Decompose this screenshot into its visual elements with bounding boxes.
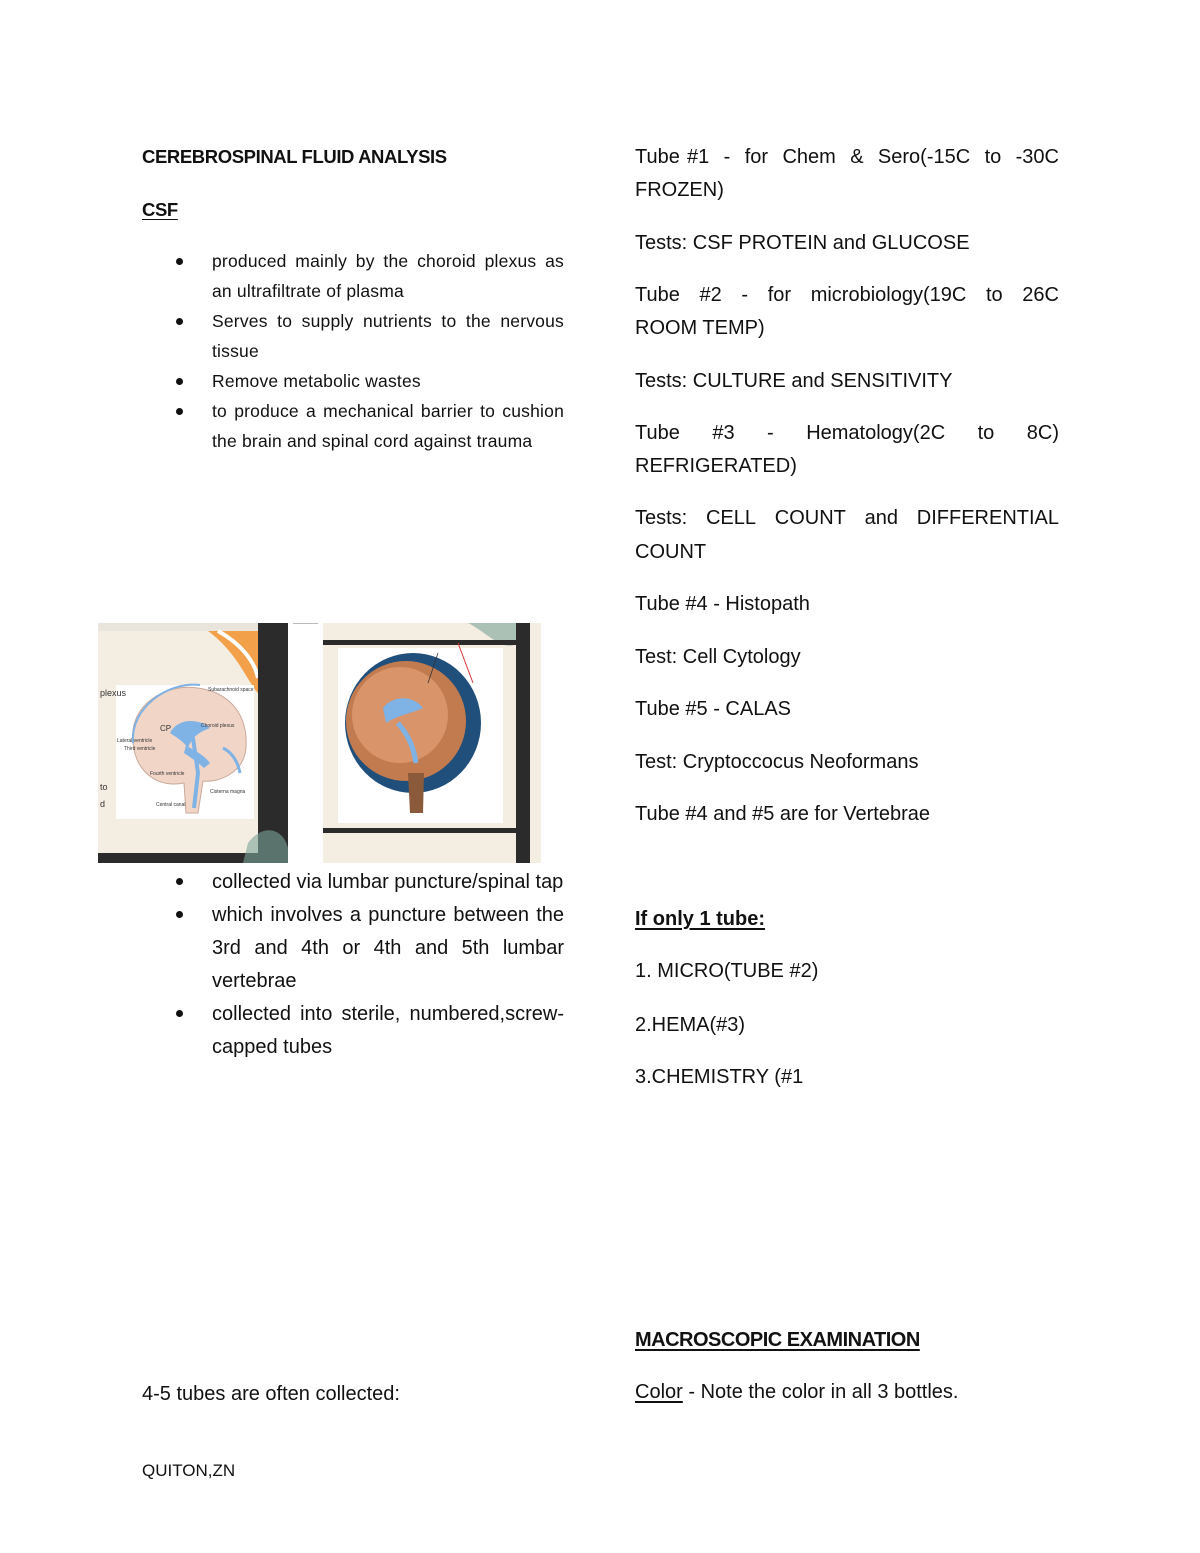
tube3-text: Tube #3 - Hematology(2C to 8C) bbox=[635, 422, 1059, 444]
label-plexus: plexus bbox=[100, 688, 127, 698]
one-tube-item-1: 1. MICRO(TUBE #2) bbox=[635, 960, 819, 982]
one-tube-heading: If only 1 tube: bbox=[635, 908, 765, 930]
tube4-text: Tube #4 - Histopath bbox=[635, 593, 810, 615]
one-tube-item-2: 2.HEMA(#3) bbox=[635, 1014, 746, 1036]
color-label: Color bbox=[635, 1381, 683, 1403]
bullet-icon bbox=[176, 378, 183, 385]
list-item: produced mainly by the choroid plexus as an ultrafiltrate of plasma bbox=[142, 246, 564, 306]
label-cisterna-magna: Cisterna magna bbox=[210, 789, 246, 795]
label-lateral-ventricle: Lateral ventricle bbox=[117, 738, 153, 744]
tube2-continued: ROOM TEMP) bbox=[635, 317, 765, 339]
page-footer: QUITON,ZN bbox=[142, 1461, 236, 1480]
label-d: d bbox=[100, 799, 106, 809]
tube5-test: Test: Cryptoccocus Neoformans bbox=[635, 751, 919, 773]
csf-bullets-top bbox=[142, 246, 564, 456]
tube4-test: Test: Cell Cytology bbox=[635, 646, 801, 668]
ventricles-diagram bbox=[98, 623, 288, 863]
tube2-text: Tube #2 - for microbiology(19C to 26C bbox=[635, 284, 1059, 306]
list-item: collected into sterile, numbered,screw-capped tubes bbox=[142, 998, 564, 1064]
list-item: Serves to supply nutrients to the nervous tissue bbox=[142, 306, 564, 366]
macroscopic-heading: MACROSCOPIC EXAMINATION bbox=[635, 1329, 920, 1351]
bullet-icon bbox=[176, 318, 183, 325]
bullet-icon bbox=[176, 878, 183, 885]
tube1-text: Tube #1 - for Chem & Sero(-15C to -30C bbox=[635, 146, 1059, 168]
tube1-tests: Tests: CSF PROTEIN and GLUCOSE bbox=[635, 232, 970, 254]
tube3-continued: REFRIGERATED) bbox=[635, 455, 797, 477]
one-tube-item-3: 3.CHEMISTRY (#1 bbox=[635, 1066, 804, 1088]
label-third-ventricle: Third ventricle bbox=[124, 746, 156, 752]
label-fourth-ventricle: Fourth ventricle bbox=[150, 771, 185, 777]
label-choroid: Choroid plexus bbox=[201, 723, 235, 729]
color-text: - Note the color in all 3 bottles. bbox=[682, 1381, 959, 1403]
document-title: CEREBROSPINAL FLUID ANALYSIS bbox=[142, 146, 447, 167]
label-subarachnoid: Subarachnoid space bbox=[208, 687, 254, 693]
tube45-note: Tube #4 and #5 are for Vertebrae bbox=[635, 803, 931, 825]
tube1-continued: FROZEN) bbox=[635, 179, 724, 201]
tube3-tests-line2: COUNT bbox=[635, 541, 707, 563]
list-item: collected via lumbar puncture/spinal tap bbox=[142, 866, 564, 899]
list-item: to produce a mechanical barrier to cushion the brain and spinal cord against trauma bbox=[142, 396, 564, 456]
label-central-canal: Central canal bbox=[156, 802, 186, 808]
tube5-text: Tube #5 - CALAS bbox=[635, 698, 792, 720]
list-item: which involves a puncture between the 3rd and 4th or 4th and 5th lumbar vertebrae bbox=[142, 899, 564, 998]
csf-bullets-bottom bbox=[142, 866, 564, 1064]
brain-sagittal-image bbox=[288, 623, 541, 863]
bullet-icon bbox=[176, 911, 183, 918]
bullet-icon bbox=[176, 1010, 183, 1017]
list-item: Remove metabolic wastes bbox=[142, 366, 564, 396]
bullet-icon bbox=[176, 258, 183, 265]
tube3-tests-line1: Tests: CELL COUNT and DIFFERENTIAL bbox=[635, 507, 1059, 529]
csf-heading: CSF bbox=[142, 199, 178, 220]
bullet-icon bbox=[176, 408, 183, 415]
label-to: to bbox=[100, 782, 108, 792]
label-cp: CP bbox=[160, 724, 172, 733]
color-line bbox=[635, 1376, 959, 1408]
tubes-collected-text: 4-5 tubes are often collected: bbox=[142, 1383, 400, 1405]
tube2-tests: Tests: CULTURE and SENSITIVITY bbox=[635, 370, 953, 392]
